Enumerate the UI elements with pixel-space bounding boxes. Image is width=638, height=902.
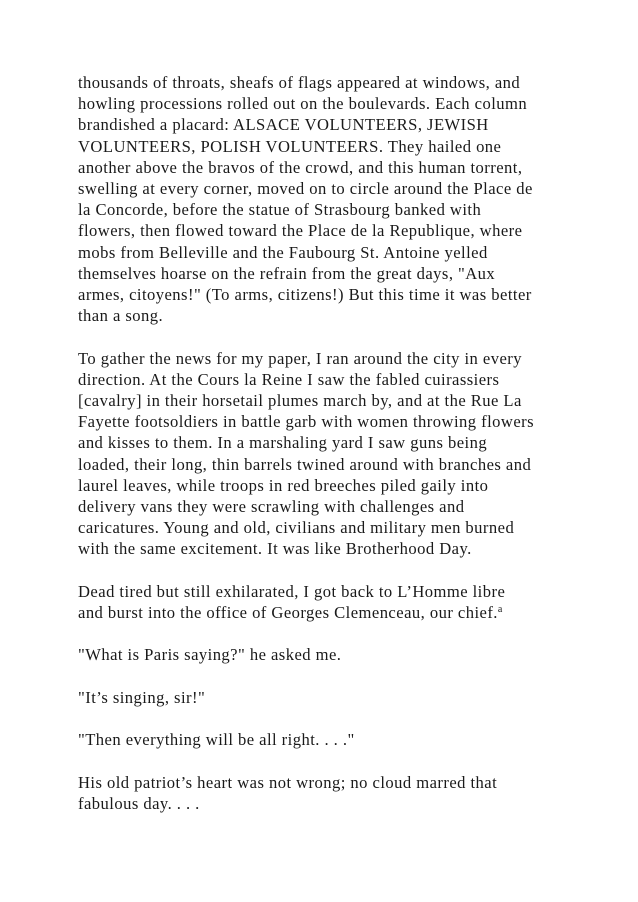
text-line: thousands of throats, sheafs of flags appeared at windows, and <box>78 73 521 92</box>
text-line-content: and burst into the office of Georges Clemenceau, our chief. <box>78 603 498 623</box>
text-line: fabulous day. . . . <box>78 793 200 813</box>
text-line: and kisses to them. In a marshaling yard I saw guns being <box>78 433 488 453</box>
text-line: themselves hoarse on the refrain from the great days, "Aux <box>78 263 496 283</box>
paragraph-news-gathering <box>78 348 568 560</box>
text-line: caricatures. Young and old, civilians and military men burned <box>78 518 515 538</box>
text-line: "It’s singing, sir!" <box>78 687 206 707</box>
text-line: another above the bravos of the crowd, and this human torrent, <box>78 157 523 177</box>
paragraph-closing <box>78 772 568 814</box>
text-line-with-footnote <box>78 602 568 623</box>
text-line: laurel leaves, while troops in red breeches piled gaily into <box>78 475 489 495</box>
text-line: howling processions rolled out on the boulevards. Each column <box>78 94 528 114</box>
text-line: "Then everything will be all right. . . ." <box>78 730 355 750</box>
text-line: than a song. <box>78 306 164 326</box>
paragraph-reply <box>78 729 568 750</box>
text-line: flowers, then flowed toward the Place de la Republique, where <box>78 221 523 241</box>
text-line: brandished a placard: ALSACE VOLUNTEERS, JEWISH <box>78 115 489 135</box>
text-line: His old patriot’s heart was not wrong; no cloud marred that <box>78 772 498 792</box>
text-line: swelling at every corner, moved on to circle around the Place de <box>78 179 533 199</box>
paragraph-question <box>78 644 568 665</box>
text-line: la Concorde, before the statue of Strasbourg banked with <box>78 200 482 220</box>
paragraph-clemenceau <box>78 581 568 623</box>
text-line: with the same excitement. It was like Brotherhood Day. <box>78 539 472 559</box>
text-line: VOLUNTEERS, POLISH VOLUNTEERS. They hailed one <box>78 136 502 156</box>
footnote-marker: a <box>497 604 503 616</box>
text-line: Dead tired but still exhilarated, I got back to L’Homme libre <box>78 581 506 601</box>
text-line: loaded, their long, thin barrels twined around with branches and <box>78 454 532 474</box>
text-line: To gather the news for my paper, I ran around the city in every <box>78 348 522 368</box>
text-line: direction. At the Cours la Reine I saw the fabled cuirassiers <box>78 369 500 389</box>
text-line: [cavalry] in their horsetail plumes march by, and at the Rue La <box>78 391 522 411</box>
text-line: "What is Paris saying?" he asked me. <box>78 645 342 665</box>
text-line: delivery vans they were scrawling with challenges and <box>78 497 465 517</box>
text-line: Fayette footsoldiers in battle garb with women throwing flowers <box>78 412 535 432</box>
paragraph-answer <box>78 687 568 708</box>
paragraph-parade <box>78 72 568 326</box>
text-line: armes, citoyens!" (To arms, citizens!) But this time it was better <box>78 285 532 305</box>
text-line: mobs from Belleville and the Faubourg St. Antoine yelled <box>78 242 488 262</box>
